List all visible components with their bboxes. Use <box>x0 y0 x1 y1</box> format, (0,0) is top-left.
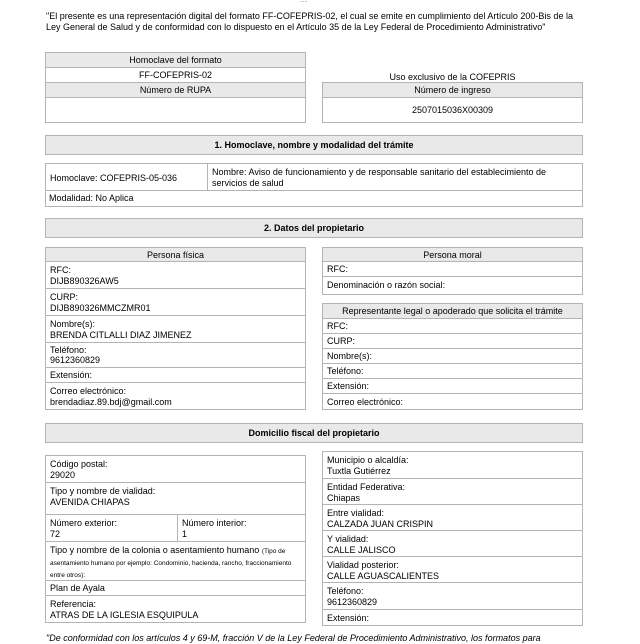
moral-denominacion-label: Denominación o razón social: <box>327 280 446 290</box>
num-int-value: 1 <box>182 529 188 539</box>
rep-telefono-cell <box>322 363 583 379</box>
fisica-curp-cell <box>45 288 306 316</box>
fisica-rfc-label: RFC: <box>50 265 71 275</box>
domicilio-title: Domicilio fiscal del propietario <box>45 423 583 443</box>
rupa-value <box>45 97 306 123</box>
top-fragment <box>300 0 308 5</box>
referencia-value: ATRAS DE LA IGLESIA ESQUIPULA <box>50 610 199 620</box>
moral-rfc-label: RFC: <box>327 264 348 274</box>
modalidad-text: Modalidad: No Aplica <box>49 193 134 203</box>
referencia-label: Referencia: <box>50 599 97 609</box>
numero-ingreso-label: Número de ingreso <box>322 82 583 98</box>
fisica-telefono-value: 9612360829 <box>50 355 101 365</box>
representante-title: Representante legal o apoderado que solicita el trámite <box>322 303 583 319</box>
numero-ingreso-value: 2507015036X00309 <box>322 97 583 123</box>
rep-curp-cell <box>322 333 583 349</box>
homoclave-formato-label: Homoclave del formato <box>45 52 306 68</box>
y-vialidad-value: CALLE JALISCO <box>327 545 396 555</box>
entre-vialidad-value: CALZADA JUAN CRISPIN <box>327 519 434 529</box>
rep-rfc-cell <box>322 318 583 334</box>
num-ext-value: 72 <box>50 529 61 539</box>
colonia-cell <box>45 541 306 581</box>
fisica-nombre-cell <box>45 315 306 343</box>
entidad-value: Chiapas <box>327 493 361 503</box>
fisica-correo-value: brendadiaz.89.bdj@gmail.com <box>50 397 172 407</box>
rep-extension-cell <box>322 378 583 394</box>
y-vialidad-label: Y vialidad: <box>327 534 369 544</box>
rep-nombre-label: Nombre(s): <box>327 351 373 361</box>
entidad-cell <box>322 478 583 505</box>
fisica-nombre-value: BRENDA CITLALLI DIAZ JIMENEZ <box>50 330 192 340</box>
rep-extension-label: Extensión: <box>327 381 370 391</box>
fisica-extension-cell <box>45 367 306 383</box>
municipio-label: Municipio o alcaldía: <box>327 455 409 465</box>
nombre-tramite-text: Nombre: Aviso de funcionamiento y de responsable sanitario del establecimiento de servicios de salud <box>212 167 547 188</box>
moral-rfc-cell <box>322 261 583 277</box>
fisica-extension-label: Extensión: <box>50 370 93 380</box>
vialidad-posterior-cell <box>322 556 583 583</box>
vialidad-posterior-label: Vialidad posterior: <box>327 560 399 570</box>
entre-vialidad-cell <box>322 504 583 531</box>
num-ext-label: Número exterior: <box>50 518 118 528</box>
cp-value: 29020 <box>50 470 76 480</box>
fisica-curp-value: DIJB890326MMCZMR01 <box>50 303 151 313</box>
domicilio-telefono-cell <box>322 582 583 610</box>
fisica-curp-label: CURP: <box>50 292 79 302</box>
section1-title: 1. Homoclave, nombre y modalidad del trámite <box>45 135 583 155</box>
entidad-label: Entidad Federativa: <box>327 482 406 492</box>
vialidad-value: AVENIDA CHIAPAS <box>50 497 130 507</box>
vialidad-label: Tipo y nombre de vialidad: <box>50 486 156 496</box>
section2-title: 2. Datos del propietario <box>45 218 583 238</box>
fisica-telefono-label: Teléfono: <box>50 345 87 355</box>
nombre-tramite-cell <box>207 163 583 191</box>
cp-label: Código postal: <box>50 459 108 469</box>
intro-paragraph: "El presente es una representación digital del formato FF-COFEPRIS-02, el cual se emite en cumplimiento del Artículo 200-Bis de la Ley General de Salud y de conformidad con lo dispuesto en el Artículo 35 de la Ley Federal de Procedimiento Administrativo" <box>46 11 573 32</box>
num-ext-cell <box>45 514 178 542</box>
rep-correo-cell <box>322 393 583 410</box>
vialidad-cell <box>45 482 306 515</box>
y-vialidad-cell <box>322 530 583 557</box>
colonia-label: Tipo y nombre de la colonia o asentamiento humano <box>50 545 260 555</box>
municipio-cell <box>322 451 583 479</box>
municipio-value: Tuxtla Gutiérrez <box>327 466 391 476</box>
homoclave-text: Homoclave: COFEPRIS-05-036 <box>50 173 178 183</box>
entre-vialidad-label: Entre vialidad: <box>327 508 385 518</box>
homoclave-cell <box>45 163 208 191</box>
rep-curp-label: CURP: <box>327 336 356 346</box>
num-int-cell <box>177 514 306 542</box>
moral-denominacion-cell <box>322 276 583 295</box>
fisica-correo-cell <box>45 382 306 410</box>
cp-cell <box>45 455 306 483</box>
domicilio-telefono-label: Teléfono: <box>327 586 364 596</box>
homoclave-formato-value: FF-COFEPRIS-02 <box>45 67 306 83</box>
fisica-telefono-cell <box>45 342 306 368</box>
referencia-cell <box>45 595 306 623</box>
rep-correo-label: Correo electrónico: <box>327 397 404 407</box>
footer-text: "De conformidad con los artículos 4 y 69-M, fracción V de la Ley Federal de Procedimiento Administrativo, los formatos para <box>46 633 541 643</box>
fisica-correo-label: Correo electrónico: <box>50 386 127 396</box>
persona-moral-title: Persona moral <box>322 247 583 262</box>
domicilio-extension-cell <box>322 609 583 626</box>
colonia-note: (Tipo de asentamiento humano por ejemplo: Condominio, hacienda, rancho, fraccionamiento entre otros): <box>50 548 292 579</box>
uso-exclusivo-label: Uso exclusivo de la COFEPRIS <box>389 72 516 82</box>
vialidad-posterior-value: CALLE AGUASCALIENTES <box>327 571 440 581</box>
colonia-value: Plan de Ayala <box>50 583 105 593</box>
fisica-rfc-value: DIJB890326AW5 <box>50 276 119 286</box>
rep-rfc-label: RFC: <box>327 321 348 331</box>
rep-nombre-cell <box>322 348 583 364</box>
domicilio-extension-label: Extensión: <box>327 613 370 623</box>
domicilio-telefono-value: 9612360829 <box>327 597 378 607</box>
persona-fisica-title: Persona física <box>45 247 306 262</box>
rupa-label: Número de RUPA <box>45 82 306 98</box>
num-int-label: Número interior: <box>182 518 247 528</box>
colonia-value-cell <box>45 580 306 596</box>
fisica-rfc-cell <box>45 261 306 289</box>
fisica-nombre-label: Nombre(s): <box>50 319 96 329</box>
rep-telefono-label: Teléfono: <box>327 366 364 376</box>
